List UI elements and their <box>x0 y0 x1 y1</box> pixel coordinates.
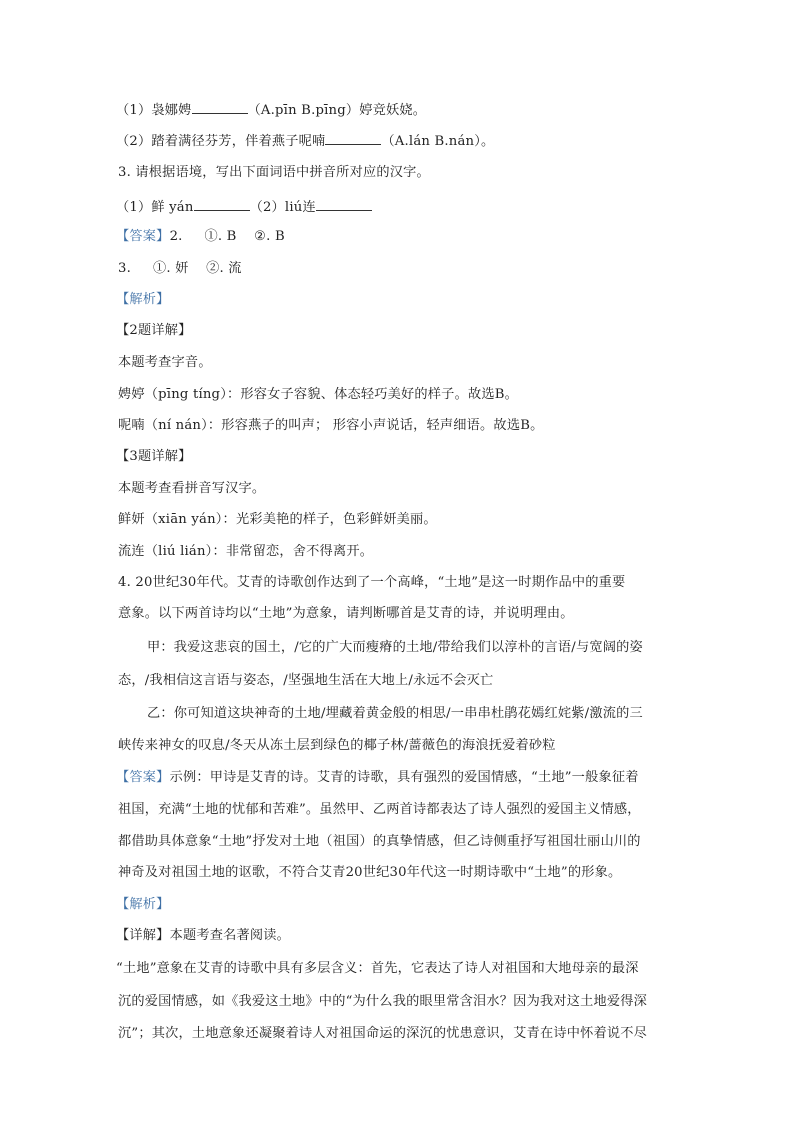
poem-a-line-2: 态，/我相信这言语与姿态，/坚强地生活在大地上/永远不会灭亡 <box>118 673 494 688</box>
answer-2-text: 示例：甲诗是艾青的诗。艾青的诗歌，具有强烈的爱国情感，“土地”一般象征着 <box>169 770 639 785</box>
q4-stem-line-2: 意象。以下两首诗均以“土地”为意象，请判断哪首是艾青的诗，并说明理由。 <box>118 606 574 621</box>
q3-detail-heading: 【3题详解】 <box>116 449 192 464</box>
answer-1-line-1: 2. ①. B ②. B <box>169 229 285 244</box>
q3-detail-line-1: 本题考查看拼音写汉字。 <box>118 481 266 496</box>
detail-label: 【详解】 <box>116 928 170 943</box>
detail-line-1 <box>116 927 681 945</box>
q2-detail-line-3: 呢喃（ní nán）：形容燕子的叫声； 形容小声说话，轻声细语。故选B。 <box>118 418 544 433</box>
answer-label: 【答案】 <box>116 229 170 244</box>
answer-blank <box>192 100 248 114</box>
q2-detail-line-1: 本题考查字音。 <box>118 355 212 370</box>
detail-text: 本题考查名著阅读。 <box>169 928 291 943</box>
q3-item-1: （1）鲜 yán <box>116 200 194 215</box>
q2-item-1 <box>116 100 681 120</box>
answer-2-line-1 <box>116 769 681 787</box>
q3-detail-line-3: 流连（liú lián）：非常留恋，舍不得离开。 <box>118 544 374 559</box>
q2-item-1-suffix: 婷竞妖娆。 <box>359 103 427 118</box>
answer-2-line-4: 神奇及对祖国土地的讴歌，不符合艾青20世纪30年代这一时期诗歌中“土地”的形象。 <box>118 865 622 880</box>
answer-blank <box>325 131 381 145</box>
q2-item-1-prefix: （1）袅娜娉 <box>116 103 192 118</box>
q2-item-2 <box>116 131 681 151</box>
q2-item-1-options: （A.pīn B.pīng） <box>247 103 360 118</box>
poem-a-line-1: 甲：我爱这悲哀的国土，/它的广大而瘦瘠的土地/带给我们以淳朴的言语/与宽阔的姿 <box>147 640 643 655</box>
q2-item-2-suffix: 。 <box>481 134 495 149</box>
answer-blank <box>194 197 250 211</box>
q3-detail-line-2: 鲜妍（xiān yán）：光彩美艳的样子，色彩鲜妍美丽。 <box>118 512 437 527</box>
q2-item-2-options: （A.lán B.nán） <box>381 134 481 149</box>
answer-1 <box>116 228 681 246</box>
detail-line-4: 沉”；其次，土地意象还凝聚着诗人对祖国命运的深沉的忧患意识，艾青在诗中怀着说不尽 <box>118 1026 648 1041</box>
q3-item-2: （2）liú连 <box>249 200 316 215</box>
answer-blank <box>316 197 372 211</box>
q4-stem-line-1: 4. 20世纪30年代。艾青的诗歌创作达到了一个高峰，“土地”是这一时期作品中的重要 <box>118 575 626 590</box>
q2-detail-line-2: 娉婷（pīng tíng）：形容女子容貌、体态轻巧美好的样子。故选B。 <box>118 387 519 402</box>
answer-2-line-3: 都借助具体意象“土地”抒发对土地（祖国）的真挚情感，但乙诗侧重抒写祖国壮丽山川的 <box>118 834 641 849</box>
answer-label: 【答案】 <box>116 770 170 785</box>
analysis-label: 【解析】 <box>116 292 170 307</box>
q3-items <box>116 197 681 217</box>
analysis-label: 【解析】 <box>116 897 170 912</box>
answer-2-line-2: 祖国，充满“土地的忧郁和苦难”。虽然甲、乙两首诗都表达了诗人强烈的爱国主义情感， <box>118 802 641 817</box>
detail-line-2: “土地”意象在艾青的诗歌中具有多层含义：首先，它表达了诗人对祖国和大地母亲的最深 <box>116 961 639 976</box>
q2-item-2-prefix: （2）踏着满径芬芳，伴着燕子呢喃 <box>116 134 326 149</box>
q3-stem: 3. 请根据语境，写出下面词语中拼音所对应的汉字。 <box>118 165 430 180</box>
poem-b-line-2: 峡传来神女的叹息/冬天从冻土层到绿色的椰子林/蔷薇色的海浪抚爱着砂粒 <box>118 738 556 753</box>
poem-b-line-1: 乙：你可知道这块神奇的土地/埋藏着黄金般的相思/一串串杜鹃花嫣红姹紫/激流的三 <box>147 706 643 721</box>
q2-detail-heading: 【2题详解】 <box>116 323 192 338</box>
detail-line-3: 沉的爱国情感，如《我爱这土地》中的“为什么我的眼里常含泪水？因为我对这土地爱得深 <box>118 994 648 1009</box>
answer-1-line-2: 3. ①. 妍 ②. 流 <box>118 261 242 276</box>
